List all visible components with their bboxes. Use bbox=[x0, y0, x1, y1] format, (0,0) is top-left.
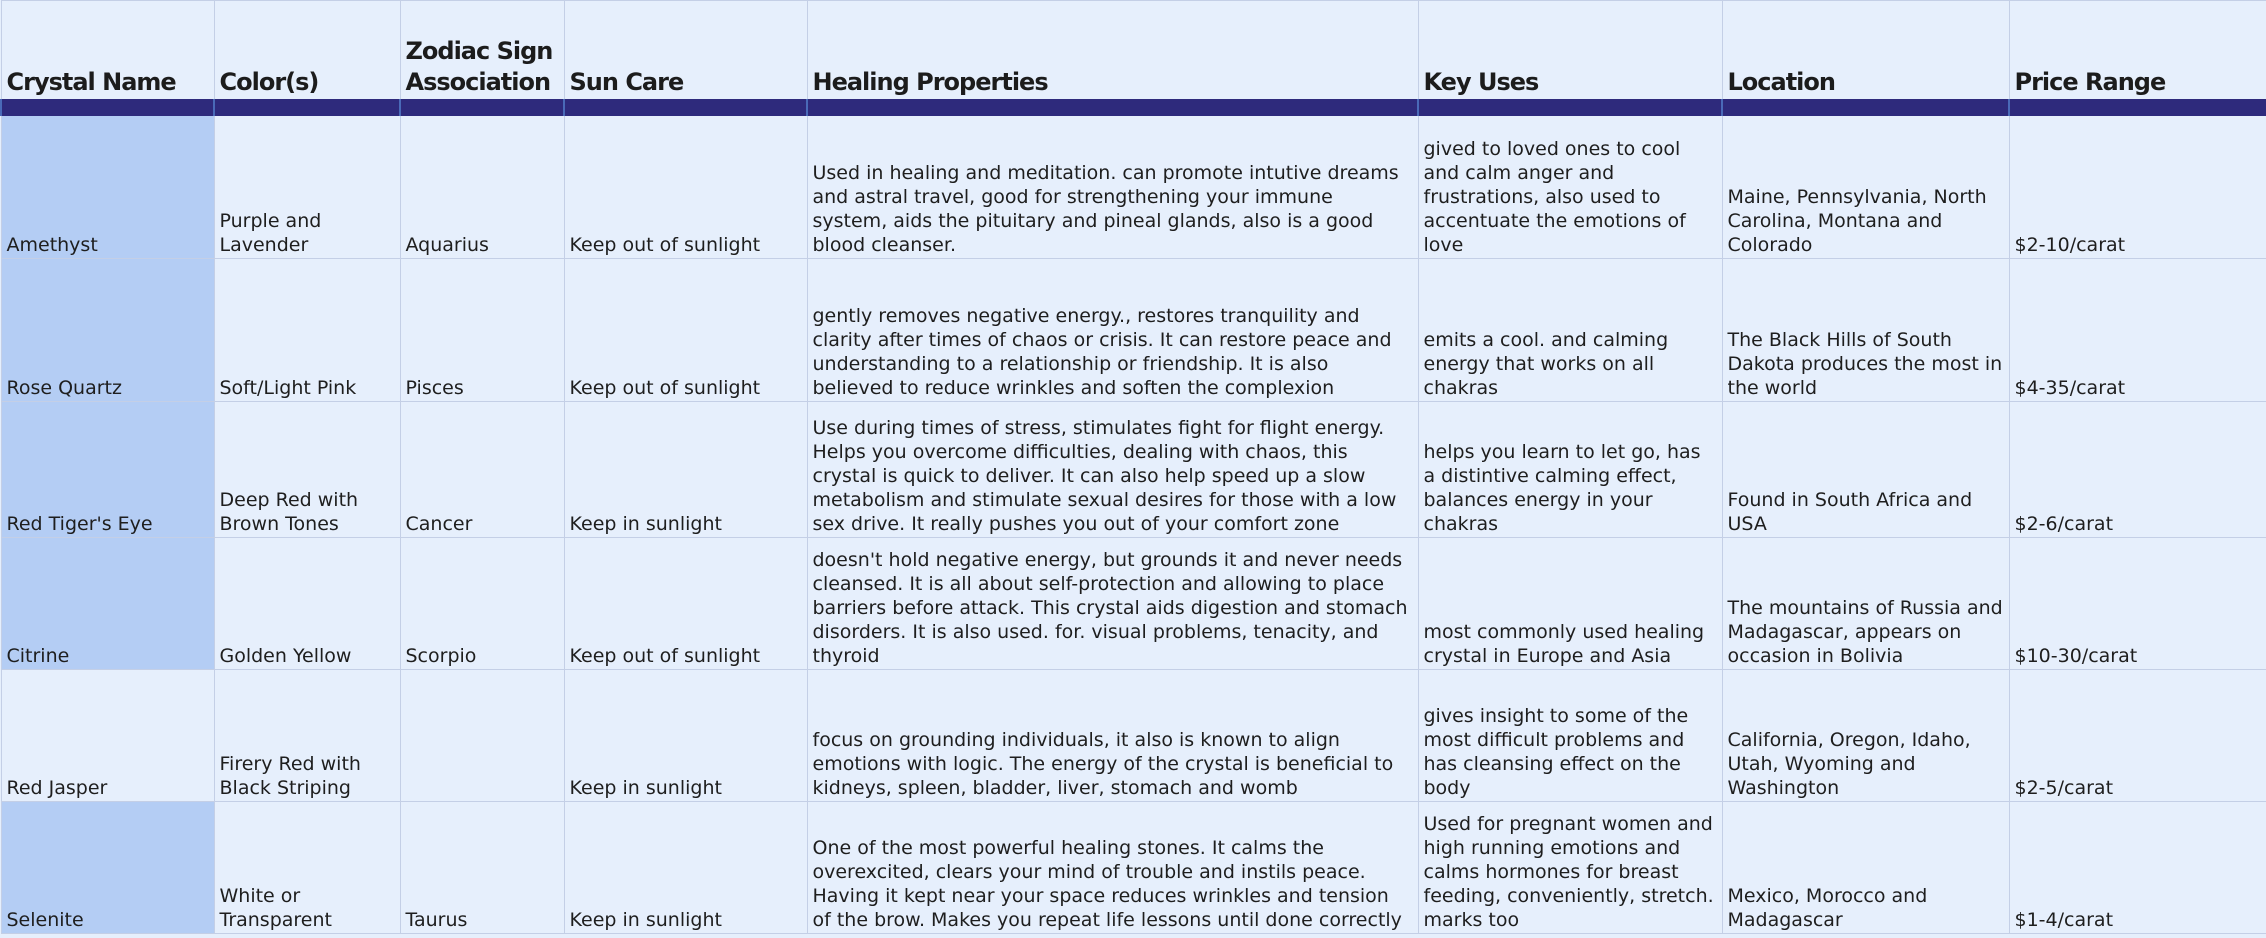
cell-sun-care[interactable]: Keep out of sunlight bbox=[564, 538, 807, 670]
cell-sun-care[interactable]: Keep in sunlight bbox=[564, 402, 807, 538]
header-band bbox=[1, 99, 2266, 116]
cell-crystal-name[interactable]: Selenite bbox=[1, 802, 214, 934]
header-row bbox=[1, 1, 2266, 100]
cell-zodiac[interactable]: Scorpio bbox=[400, 538, 564, 670]
header-zodiac-sign[interactable]: Zodiac Sign Association bbox=[400, 1, 564, 100]
cell-color[interactable]: White or Transparent bbox=[214, 802, 400, 934]
cell-price[interactable]: $1-4/carat bbox=[2009, 802, 2266, 934]
header-price-range[interactable]: Price Range bbox=[2009, 1, 2266, 100]
cell-zodiac[interactable] bbox=[400, 670, 564, 802]
cell-key-uses[interactable]: emits a cool. and calming energy that works on all chakras bbox=[1418, 259, 1722, 402]
cell-color[interactable]: Purple and Lavender bbox=[214, 116, 400, 259]
band-cell bbox=[2009, 99, 2266, 116]
table-row bbox=[1, 116, 2266, 259]
cell-zodiac[interactable]: Pisces bbox=[400, 259, 564, 402]
cell-crystal-name[interactable]: Citrine bbox=[1, 538, 214, 670]
cell-location[interactable]: The mountains of Russia and Madagascar, appears on occasion in Bolivia bbox=[1722, 538, 2009, 670]
table-row bbox=[1, 802, 2266, 934]
cell-healing[interactable]: Use during times of stress, stimulates fight for flight energy. Helps you overcome difficulties, dealing with chaos, this crystal is quick to deliver. It can also help speed up a slow metabolism and stimulate sexual desires for those with a low sex drive. It really pushes you out of your comfort zone bbox=[807, 402, 1418, 538]
cell-healing[interactable]: One of the most powerful healing stones. It calms the overexcited, clears your mind of trouble and instils peace. Having it kept near your space reduces wrinkles and tension of the brow. Makes you repeat life lessons until done correctly bbox=[807, 802, 1418, 934]
cell-price[interactable]: $10-30/carat bbox=[2009, 538, 2266, 670]
cell-healing[interactable]: doesn't hold negative energy, but grounds it and never needs cleansed. It is all about self-protection and allowing to place barriers before attack. This crystal aids digestion and stomach disorders. It is also used. for. visual problems, tenacity, and thyroid bbox=[807, 538, 1418, 670]
table-row bbox=[1, 259, 2266, 402]
band-cell bbox=[1722, 99, 2009, 116]
cell-key-uses[interactable]: helps you learn to let go, has a distintive calming effect, balances energy in your chakras bbox=[1418, 402, 1722, 538]
cell-location[interactable]: California, Oregon, Idaho, Utah, Wyoming and Washington bbox=[1722, 670, 2009, 802]
cell-color[interactable]: Deep Red with Brown Tones bbox=[214, 402, 400, 538]
header-healing-properties[interactable]: Healing Properties bbox=[807, 1, 1418, 100]
cell-sun-care[interactable]: Keep out of sunlight bbox=[564, 116, 807, 259]
cell-healing[interactable]: focus on grounding individuals, it also is known to align emotions with logic. The energy of the crystal is beneficial to kidneys, spleen, bladder, liver, stomach and womb bbox=[807, 670, 1418, 802]
header-location[interactable]: Location bbox=[1722, 1, 2009, 100]
cell-healing[interactable]: gently removes negative energy., restores tranquility and clarity after times of chaos or crisis. It can restore peace and understanding to a relationship or friendship. It is also believed to reduce wrinkles and soften the complexion bbox=[807, 259, 1418, 402]
cell-sun-care[interactable]: Keep in sunlight bbox=[564, 802, 807, 934]
header-sun-care[interactable]: Sun Care bbox=[564, 1, 807, 100]
cell-key-uses[interactable]: gives insight to some of the most difficult problems and has cleansing effect on the body bbox=[1418, 670, 1722, 802]
cell-zodiac[interactable]: Taurus bbox=[400, 802, 564, 934]
cell-color[interactable]: Golden Yellow bbox=[214, 538, 400, 670]
cell-crystal-name[interactable]: Red Jasper bbox=[1, 670, 214, 802]
cell-price[interactable]: $2-6/carat bbox=[2009, 402, 2266, 538]
cell-key-uses[interactable]: most commonly used healing crystal in Europe and Asia bbox=[1418, 538, 1722, 670]
cell-price[interactable]: $2-10/carat bbox=[2009, 116, 2266, 259]
cell-sun-care[interactable]: Keep in sunlight bbox=[564, 670, 807, 802]
band-cell bbox=[1418, 99, 1722, 116]
cell-location[interactable]: Found in South Africa and USA bbox=[1722, 402, 2009, 538]
band-cell bbox=[1, 99, 214, 116]
cell-crystal-name[interactable]: Red Tiger's Eye bbox=[1, 402, 214, 538]
cell-key-uses[interactable]: gived to loved ones to cool and calm anger and frustrations, also used to accentuate the emotions of love bbox=[1418, 116, 1722, 259]
header-colors[interactable]: Color(s) bbox=[214, 1, 400, 100]
cell-location[interactable]: The Black Hills of South Dakota produces the most in the world bbox=[1722, 259, 2009, 402]
band-cell bbox=[214, 99, 400, 116]
cell-sun-care[interactable]: Keep out of sunlight bbox=[564, 259, 807, 402]
cell-location[interactable]: Mexico, Morocco and Madagascar bbox=[1722, 802, 2009, 934]
cell-key-uses[interactable]: Used for pregnant women and high running emotions and calms hormones for breast feeding, conveniently, stretch. marks too bbox=[1418, 802, 1722, 934]
table-row bbox=[1, 402, 2266, 538]
cell-zodiac[interactable]: Aquarius bbox=[400, 116, 564, 259]
cell-location[interactable]: Maine, Pennsylvania, North Carolina, Montana and Colorado bbox=[1722, 116, 2009, 259]
table-row bbox=[1, 538, 2266, 670]
cell-crystal-name[interactable]: Amethyst bbox=[1, 116, 214, 259]
cell-color[interactable]: Soft/Light Pink bbox=[214, 259, 400, 402]
band-cell bbox=[400, 99, 564, 116]
cell-zodiac[interactable]: Cancer bbox=[400, 402, 564, 538]
cell-healing[interactable]: Used in healing and meditation. can promote intutive dreams and astral travel, good for strengthening your immune system, aids the pituitary and pineal glands, also is a good blood cleanser. bbox=[807, 116, 1418, 259]
table-row bbox=[1, 670, 2266, 802]
band-cell bbox=[807, 99, 1418, 116]
header-crystal-name[interactable]: Crystal Name bbox=[1, 1, 214, 100]
cell-price[interactable]: $4-35/carat bbox=[2009, 259, 2266, 402]
band-cell bbox=[564, 99, 807, 116]
cell-price[interactable]: $2-5/carat bbox=[2009, 670, 2266, 802]
header-key-uses[interactable]: Key Uses bbox=[1418, 1, 1722, 100]
cell-color[interactable]: Firery Red with Black Striping bbox=[214, 670, 400, 802]
cell-crystal-name[interactable]: Rose Quartz bbox=[1, 259, 214, 402]
